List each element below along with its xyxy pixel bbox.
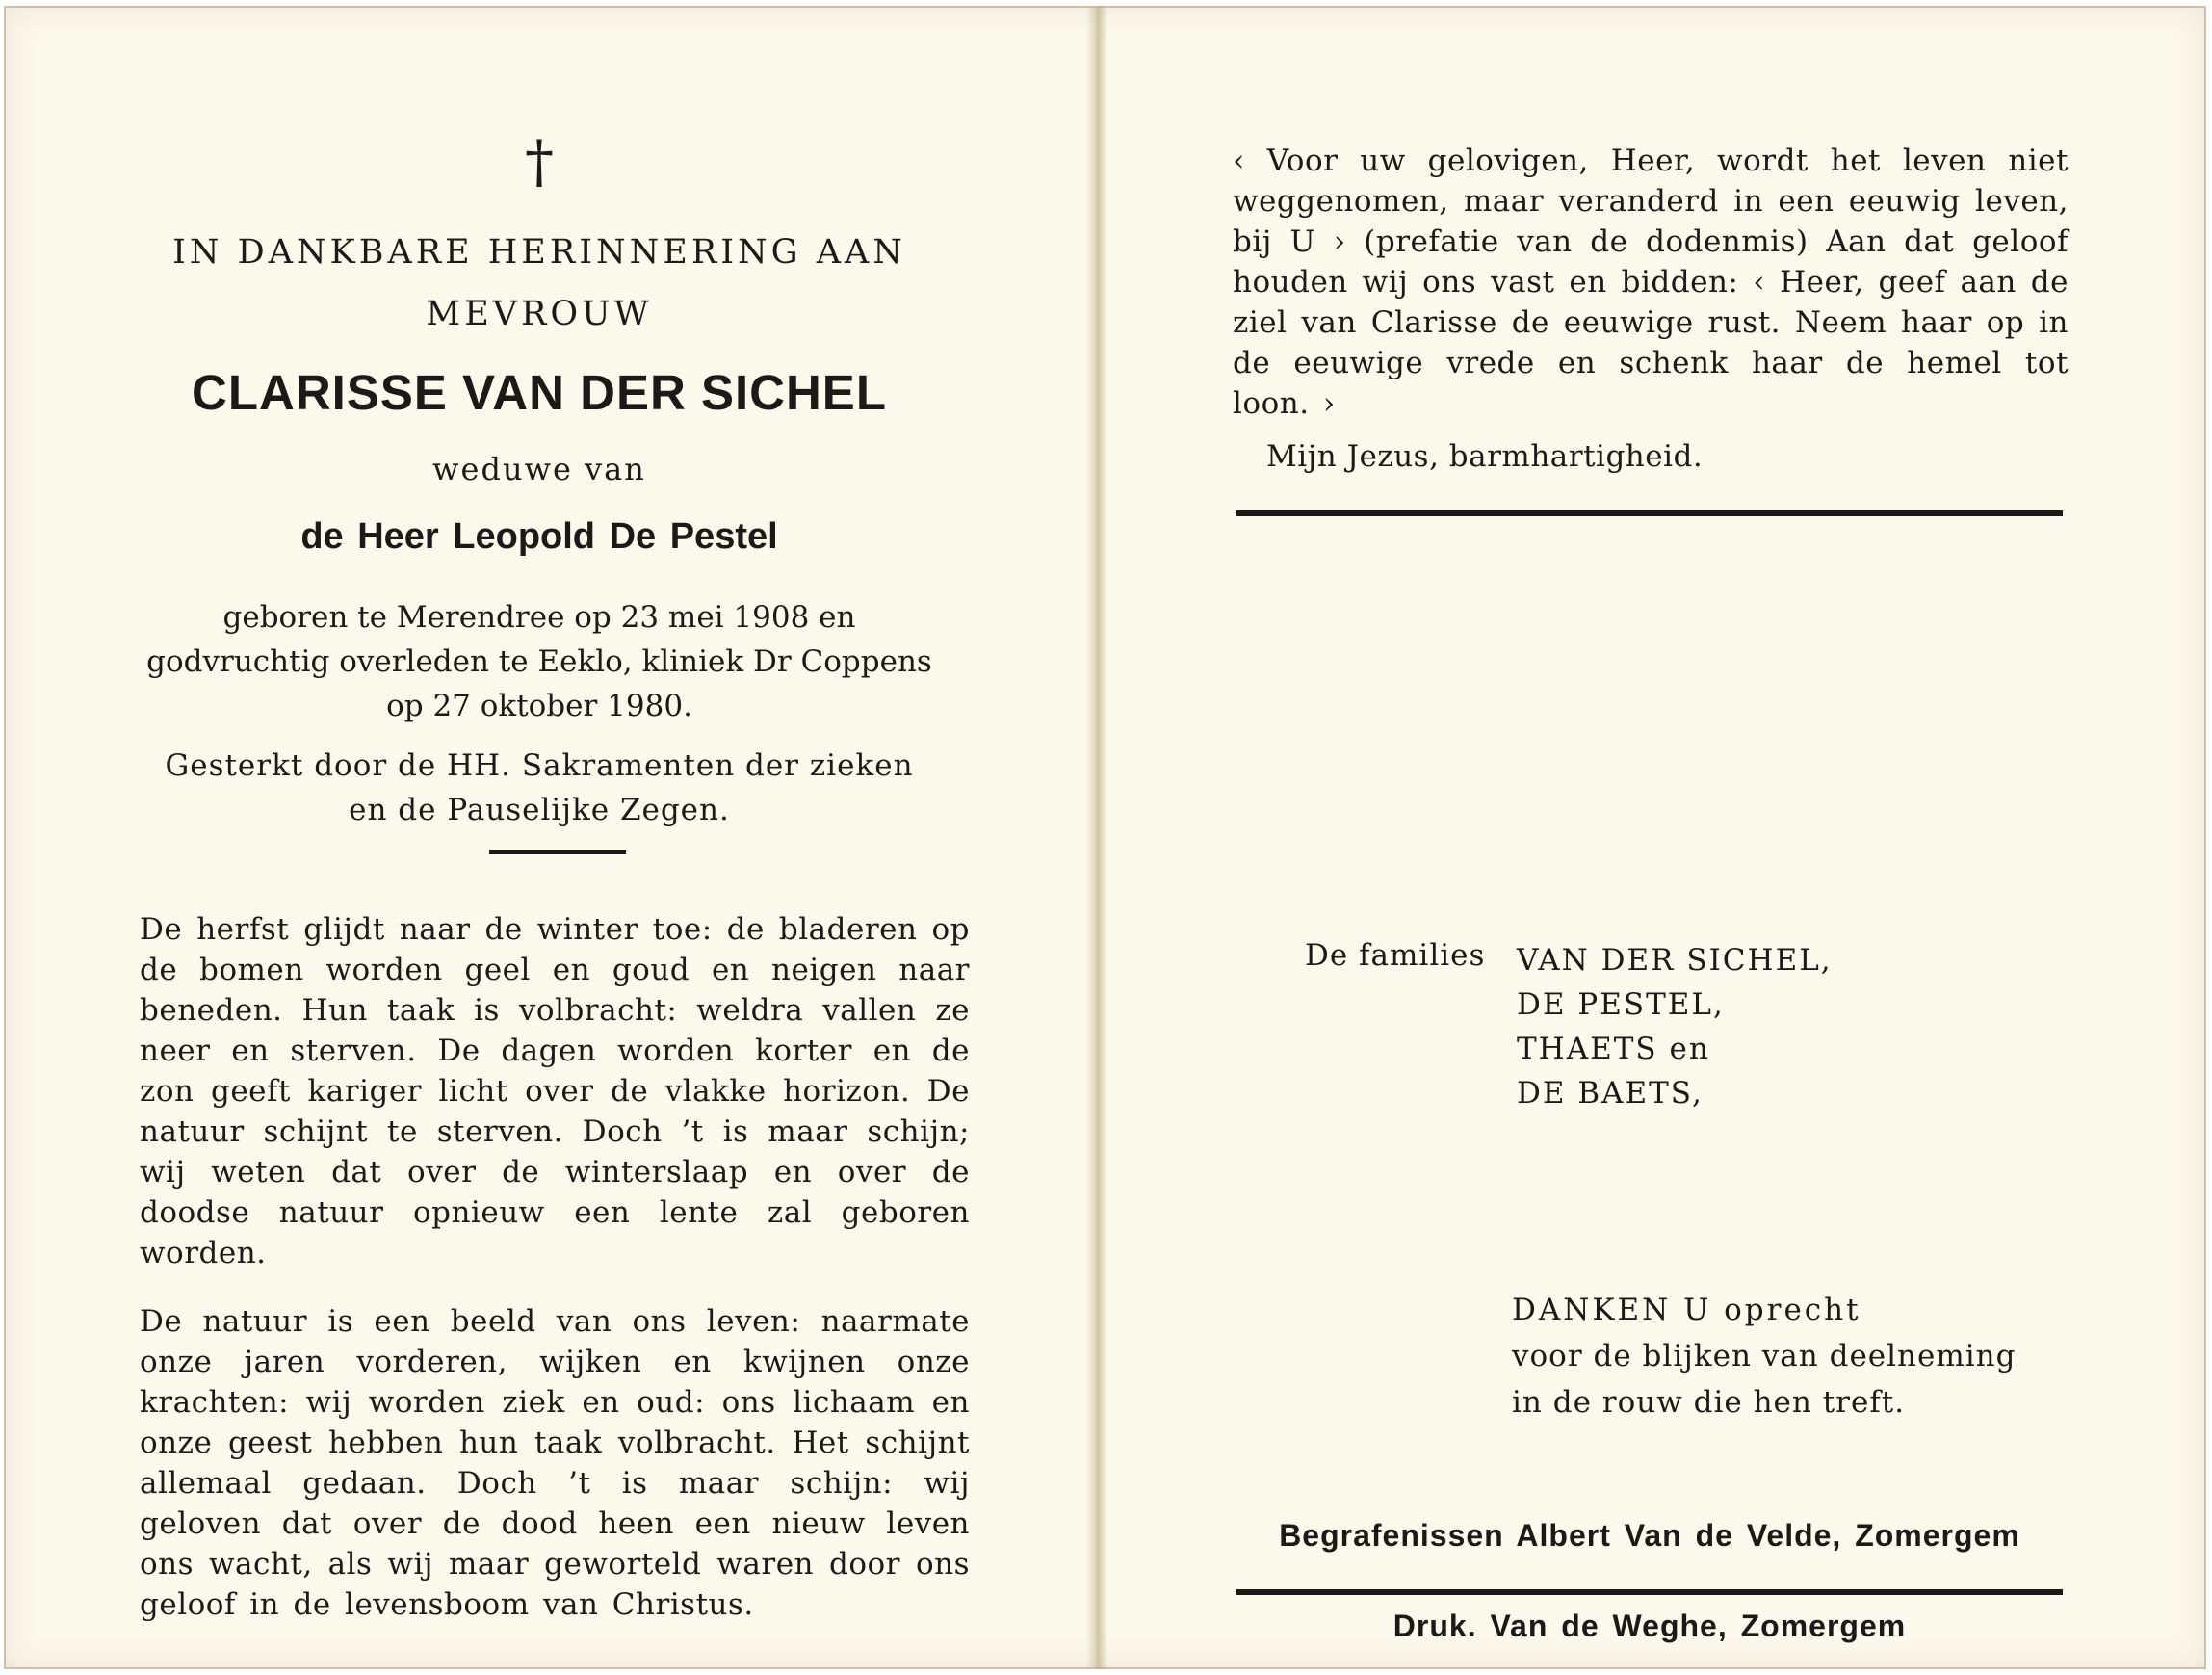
husband-name: de Heer Leopold De Pestel [300, 516, 778, 557]
sacraments-info [96, 744, 982, 832]
family-names [1517, 938, 2056, 1115]
divider-bottom [1236, 1589, 2063, 1595]
thanks-line-1: DANKEN U oprecht [1512, 1293, 1861, 1327]
left-panel [96, 6, 982, 1669]
thanks-block [1512, 1287, 2070, 1426]
cross-icon: † [525, 128, 554, 196]
short-divider [489, 850, 626, 854]
birth-line-1: geboren te Merendree op 23 mei 1908 en [222, 600, 856, 635]
birth-death-info [96, 595, 982, 728]
families-intro: De families [1305, 938, 1486, 973]
family-name-4: DE BAETS, [1517, 1076, 1704, 1111]
printer-credit: Druk. Van de Weghe, Zomergem [1392, 1609, 1907, 1643]
divider-top [1236, 510, 2063, 516]
invocation: Mijn Jezus, barmhartigheid. [1266, 439, 1704, 474]
paragraph-life: De natuur is een beeld van ons leven: naarmate onze jaren vorderen, wijken en kwijnen onze krachten: wij worden ziek en oud: ons lichaam en onze geest hebben hun taak volbracht. Het schijnt allemaal gedaan. Doch ’t is maar schijn: wij geloven dat over de dood heen een nieuw leven ons wacht, als wij maar geworteld waren door ons geloof in de levensboom van Christus. [140, 1304, 970, 1622]
heading-line-1: IN DANKBARE HERINNERING AAN [172, 233, 906, 272]
undertaker-credit: Begrafenissen Albert Van de Velde, Zomergem [1279, 1518, 2020, 1553]
sacrament-line-1: Gesterkt door de HH. Sakramenten der zieken [165, 748, 914, 783]
prayer-text: ‹ Voor uw gelovigen, Heer, wordt het leven niet weggenomen, maar veranderd in een eeuwig leven, bij U › (prefatie van de dodenmis) Aan dat geloof houden wij ons vast en bidden: ‹ Heer, geef aan de ziel van Clarisse de eeuwige rust. Neem haar op in de eeuwige vrede en schenk haar de hemel tot loon. › [1233, 144, 2069, 421]
family-name-1: VAN DER SICHEL, [1517, 943, 1833, 978]
sacrament-line-2: en de Pauselijke Zegen. [349, 793, 730, 827]
heading-line-2: MEVROUW [426, 295, 653, 333]
widow-of-label: weduwe van [432, 451, 646, 487]
paragraph-autumn: De herfst glijdt naar de winter toe: de bladeren op de bomen worden geel en goud en neigen naar beneden. Hun taak is volbracht: weldra vallen ze neer en sterven. De dagen worden korter en de zon geeft kariger licht over de vlakke horizon. De natuur schijnt te sterven. Doch ’t is maar schijn; wij weten dat over de winterslaap en over de doodse natuur opnieuw een lente zal geboren worden. [140, 912, 970, 1270]
thanks-line-3: in de rouw die hen treft. [1512, 1385, 1906, 1420]
family-name-3: THAETS en [1517, 1032, 1710, 1066]
family-name-2: DE PESTEL, [1517, 987, 1725, 1022]
deceased-name: CLARISSE VAN DER SICHEL [192, 365, 887, 420]
birth-line-2: godvruchtig overleden te Eeklo, kliniek Dr Coppens [146, 644, 932, 679]
card-fold [1086, 6, 1107, 1669]
right-panel [1213, 6, 2080, 1669]
thanks-line-2: voor de blijken van deelneming [1512, 1339, 2017, 1374]
birth-line-3: op 27 oktober 1980. [386, 689, 692, 723]
